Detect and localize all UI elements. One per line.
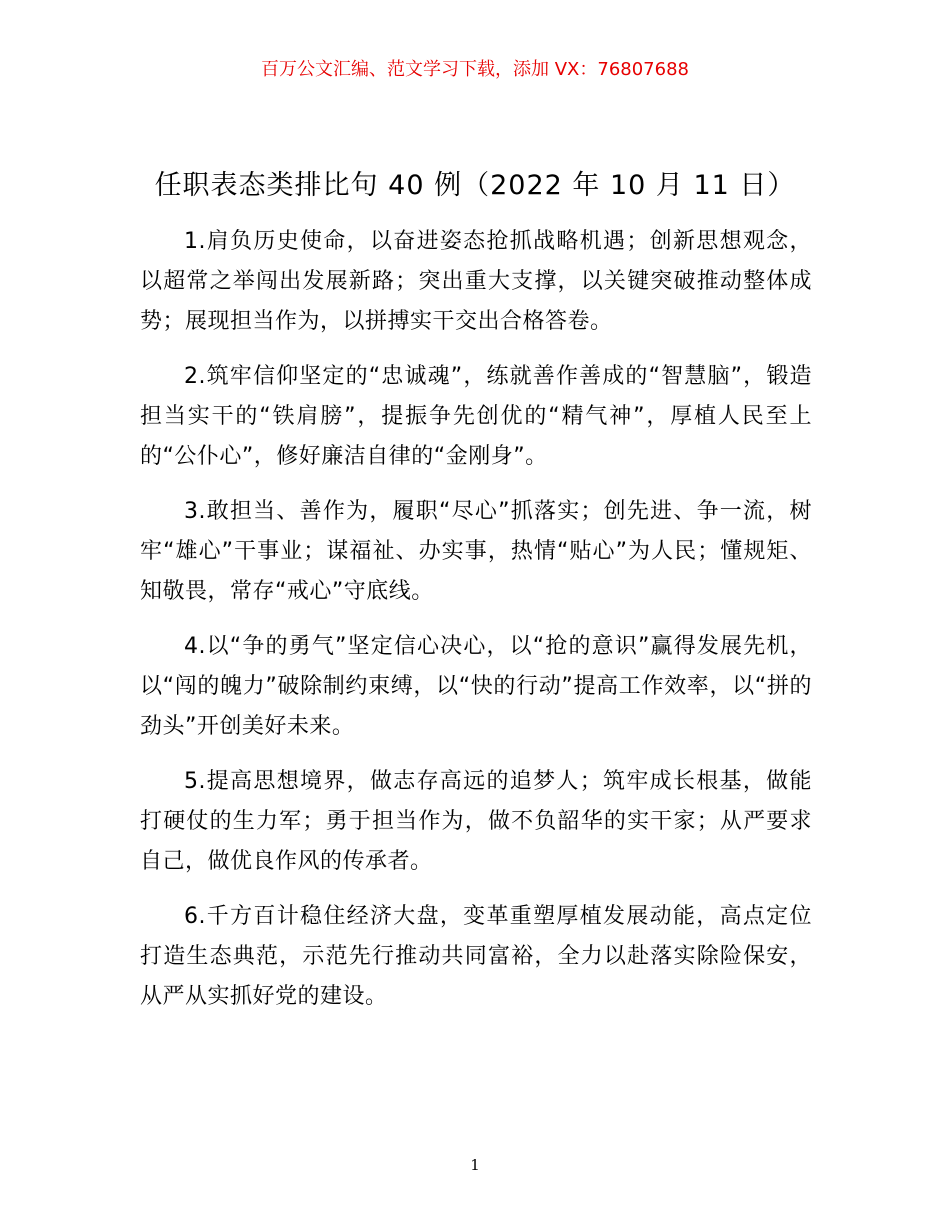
paragraph-6: 6.千方百计稳住经济大盘，变革重塑厚植发展动能，高点定位打造生态典范，示范先行推动共同富裕，全力以赴落实除险保安，从严从实抓好党的建设。 (140, 904, 812, 1009)
header-promo-note: 百万公文汇编、范文学习下载，添加 VX：76807688 (261, 59, 689, 80)
paragraph-1: 1.肩负历史使命，以奋进姿态抢抓战略机遇；创新思想观念，以超常之举闯出发展新路；突出重大支撑，以关键突破推动整体成势；展现担当作为，以拼搏实干交出合格答卷。 (140, 229, 812, 334)
page-number: 1 (470, 1156, 480, 1174)
paragraph-3: 3.敢担当、善作为，履职“尽心”抓落实；创先进、争一流，树牢“雄心”干事业；谋福祉、办实事，热情“贴心”为人民；懂规矩、知敬畏，常存“戒心”守底线。 (140, 499, 812, 604)
paragraph-4: 4.以“争的勇气”坚定信心决心，以“抢的意识”赢得发展先机，以“闯的魄力”破除制约束缚，以“快的行动”提高工作效率，以“拼的劲头”开创美好未来。 (140, 634, 812, 739)
document-title: 任职表态类排比句 40 例（2022 年 10 月 11 日） (154, 170, 796, 201)
paragraph-2: 2.筑牢信仰坚定的“忠诚魂”，练就善作善成的“智慧脑”，锻造担当实干的“铁肩膀”，提振争先创优的“精气神”，厚植人民至上的“公仆心”，修好廉洁自律的“金刚身”。 (140, 364, 812, 469)
document-body (140, 222, 812, 1032)
paragraph-5: 5.提高思想境界，做志存高远的追梦人；筑牢成长根基，做能打硬仗的生力军；勇于担当作为，做不负韶华的实干家；从严要求自己，做优良作风的传承者。 (140, 769, 812, 874)
